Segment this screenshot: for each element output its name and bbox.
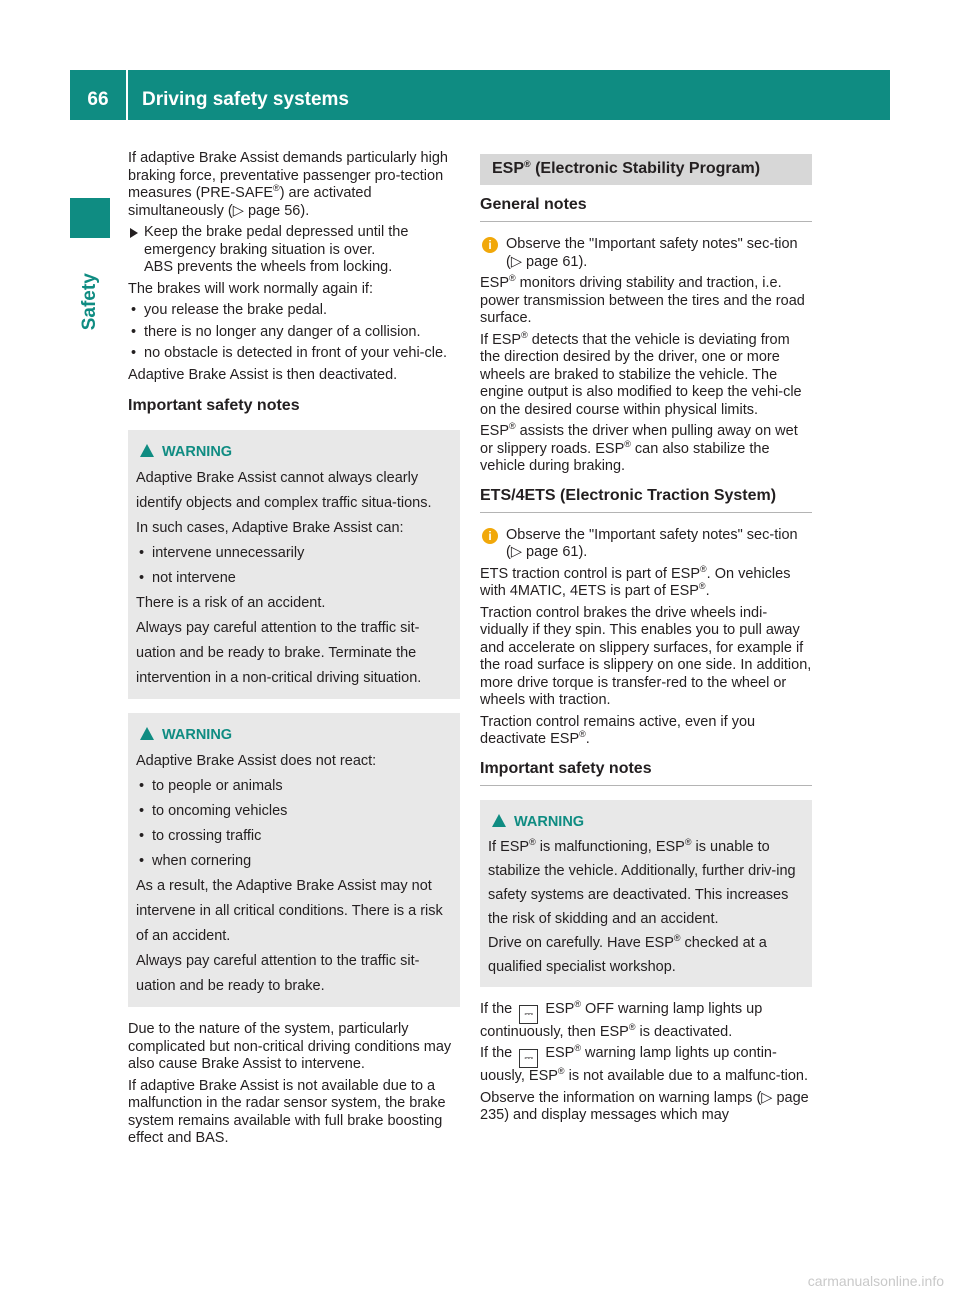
page-number: 66 [87,89,109,110]
paragraph: If the ⎓ ESP® OFF warning lamp lights up continuously, then ESP® is deactivated. [480,998,763,1040]
warning-title: WARNING [136,723,452,748]
warning-triangle-icon [140,727,154,740]
list-item: • to people or animals [136,774,452,799]
section-heading: Important safety notes [128,397,300,414]
warning-box [480,800,812,987]
bullet-list [128,302,460,363]
warning-title: WARNING [136,440,452,465]
warning-text: In such cases, Adaptive Brake Assist can: [136,520,404,536]
list-item: • intervene unnecessarily [136,541,452,566]
list-item: • no obstacle is detected in front of your vehi-cle. [128,345,460,363]
warning-box [128,430,460,699]
paragraph: If adaptive Brake Assist demands particularly high braking force, preventative passenger pro-tection measures (PRE-SAFE®) are activated simultaneously (▷ page 56). [128,150,448,219]
list-item: • not intervene [136,566,452,591]
paragraph: Traction control brakes the drive wheels indi-vidually if they spin. This enables you to pull away and accelerate on slippery surfaces, for example if the road surface is slippery on one side. In addition, more drive torque is transfer-red to the wheel or wheels with traction. [480,604,812,708]
warning-text: If ESP® is malfunctioning, ESP® is unable to stabilize the vehicle. Additionally, further driv-ing safety systems are deactivated. This increases the risk of skidding and an accident. [488,836,796,927]
warning-list [136,774,452,874]
list-item: • you release the brake pedal. [128,302,460,320]
paragraph: Adaptive Brake Assist is then deactivated. [128,366,398,383]
subsection-heading: ETS/4ETS (Electronic Traction System) [480,486,812,513]
section-tab-marker [70,198,110,238]
warning-text: Always pay careful attention to the traffic sit-uation and be ready to brake. [136,953,420,994]
paragraph: Observe the information on warning lamps (▷ page 235) and display messages which may [480,1089,809,1123]
warning-text: There is a risk of an accident. [136,595,326,611]
warning-box [128,713,460,1007]
side-section-label: Safety [79,273,101,331]
info-icon: i [482,528,498,544]
esp-warning-lamp-icon: ⎓ [519,1049,538,1068]
warning-triangle-icon [492,814,506,827]
info-note: i Observe the "Important safety notes" sec-tion (▷ page 61). [480,527,812,562]
page-header [70,70,890,120]
subsection-heading: Important safety notes [480,759,812,786]
info-icon: i [482,237,498,253]
list-item: • there is no longer any danger of a collision. [128,324,460,342]
warning-text: Adaptive Brake Assist cannot always clearly identify objects and complex traffic situa-tions. [136,470,432,511]
list-item: • to oncoming vehicles [136,799,452,824]
left-column [128,150,460,1152]
warning-title: WARNING [488,810,804,834]
warning-text: Always pay careful attention to the traffic sit-uation and be ready to brake. Terminate the intervention in a non-critical driving situation. [136,620,422,686]
section-title: ESP® (Electronic Stability Program) [480,154,812,185]
list-item: • to crossing traffic [136,824,452,849]
paragraph: Traction control remains active, even if you deactivate ESP®. [480,713,756,747]
warning-text: As a result, the Adaptive Brake Assist may not intervene in all critical conditions. There is a risk of an accident. [136,878,443,944]
paragraph: If ESP® detects that the vehicle is deviating from the direction desired by the driver, one or more wheels are braked to stabilize the vehicle. The engine output is also modified to keep the vehi-cle on the desired course within physical limits. [480,329,802,418]
warning-list [136,541,452,591]
esp-off-lamp-icon: ⎓ [519,1005,538,1024]
instruction-step: Keep the brake pedal depressed until the emergency braking situation is over. ABS prevents the wheels from locking. [128,224,460,277]
warning-text: Adaptive Brake Assist does not react: [136,753,377,769]
paragraph: If the ⎓ ESP® warning lamp lights up contin-uously, ESP® is not available due to a malfunc-tion. [480,1043,808,1084]
subsection-heading: General notes [480,195,812,222]
warning-text: Drive on carefully. Have ESP® checked at a qualified specialist workshop. [488,932,767,975]
footer-watermark: carmanualsonline.info [807,1272,944,1289]
header-title: Driving safety systems [142,89,349,110]
paragraph: ESP® monitors driving stability and traction, i.e. power transmission between the tires and the road surface. [480,273,805,326]
paragraph: ETS traction control is part of ESP®. On vehicles with 4MATIC, 4ETS is part of ESP®. [480,563,791,599]
warning-triangle-icon [140,444,154,457]
info-note: i Observe the "Important safety notes" sec-tion (▷ page 61). [480,236,812,271]
paragraph: The brakes will work normally again if: [128,280,373,297]
right-column [480,150,812,1129]
paragraph: If adaptive Brake Assist is not available due to a malfunction in the radar sensor system, the brake system remains available with full brake boosting effect and BAS. [128,1077,446,1146]
paragraph: ESP® assists the driver when pulling away on wet or slippery roads. ESP® can also stabilize the vehicle during braking. [480,421,798,474]
paragraph: Due to the nature of the system, particularly complicated but non-critical driving conditions may also cause Brake Assist to intervene. [128,1021,452,1072]
list-item: • when cornering [136,849,452,874]
header-divider [126,70,128,120]
